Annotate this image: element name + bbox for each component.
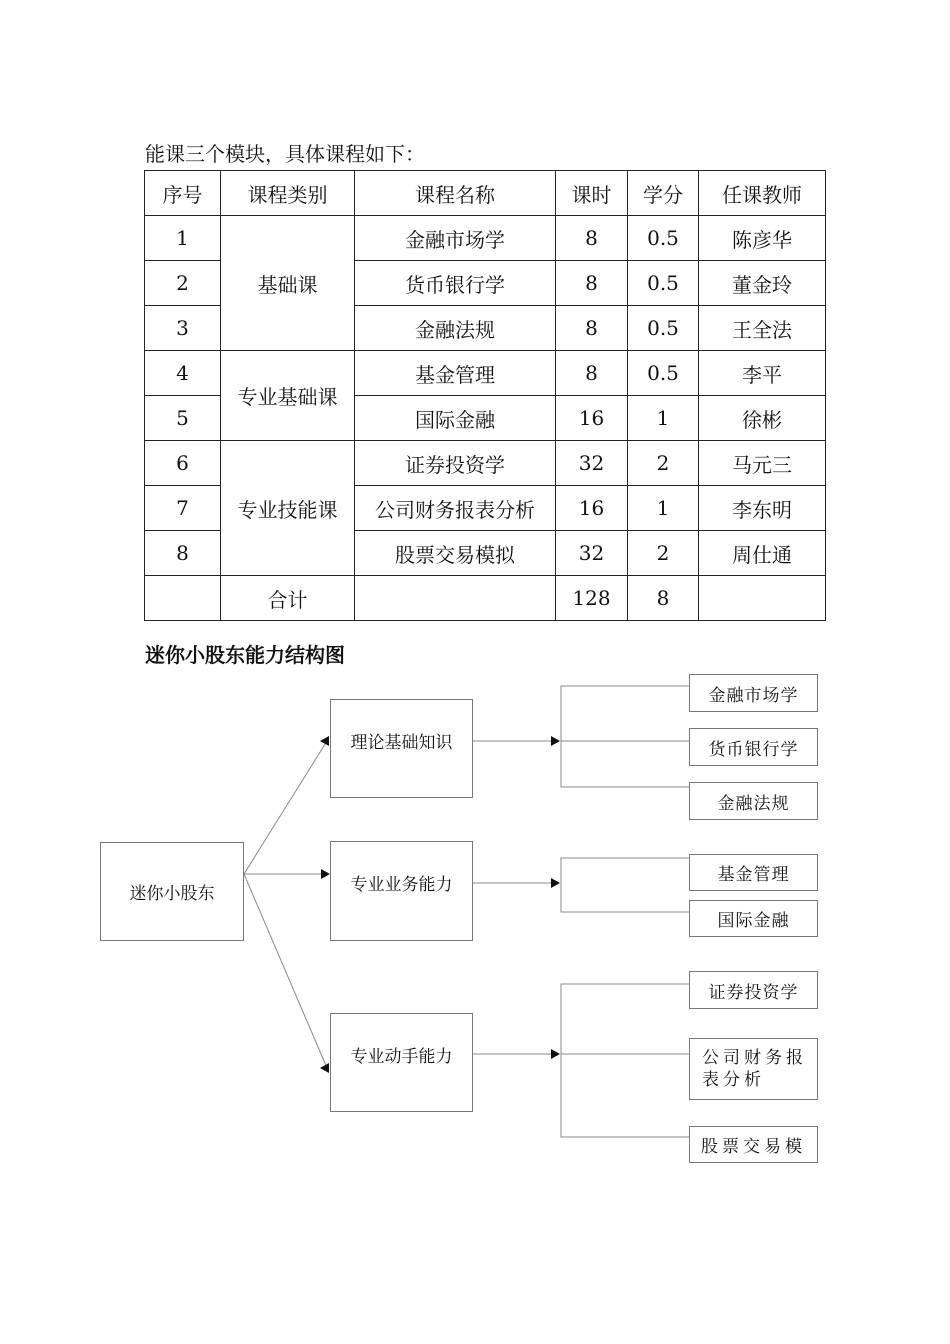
cell-credit: 0.5 [628, 216, 699, 261]
cell-category: 专业基础课 [221, 351, 355, 441]
cell-category: 专业技能课 [221, 441, 355, 576]
cell-course-name: 货币银行学 [355, 261, 556, 306]
cell-course-name: 基金管理 [355, 351, 556, 396]
cell-total-hours: 128 [556, 576, 628, 621]
cell-credit: 1 [628, 396, 699, 441]
cell-teacher: 李东明 [699, 486, 826, 531]
leaf-node [689, 971, 818, 1009]
root-node-label: 迷你小股东 [129, 884, 215, 904]
cell-course-name: 国际金融 [355, 396, 556, 441]
root-node [100, 842, 244, 941]
diagram-title: 迷你小股东能力结构图 [145, 643, 345, 667]
cell-credit: 1 [628, 486, 699, 531]
leaf-node-label: 金融法规 [717, 793, 790, 814]
cell-teacher: 董金玲 [699, 261, 826, 306]
header-cell: 序号 [145, 171, 221, 216]
cell-no: 7 [145, 486, 221, 531]
connector-line [244, 741, 327, 874]
cell-hours: 32 [556, 531, 628, 576]
leaf-node-label: 国际金融 [717, 911, 790, 931]
cell-no: 6 [145, 441, 221, 486]
leaf-node-label: 基金管理 [717, 865, 790, 885]
intro-text: 能课三个模块，具体课程如下： [145, 142, 425, 166]
header-cell: 课程名称 [355, 171, 556, 216]
cell-hours: 32 [556, 441, 628, 486]
cell-total-label: 合计 [221, 576, 355, 621]
branch-node-label: 专业业务能力 [350, 875, 453, 895]
cell-credit: 0.5 [628, 351, 699, 396]
leaf-node [689, 854, 818, 891]
leaf-node-label: 股票交易模 [701, 1137, 806, 1157]
leaf-node [689, 1126, 818, 1163]
leaf-node-label: 证券投资学 [708, 982, 799, 1003]
cell-course-name: 金融市场学 [355, 216, 556, 261]
header-cell: 课程类别 [221, 171, 355, 216]
header-cell: 学分 [628, 171, 699, 216]
header-cell: 任课教师 [699, 171, 826, 216]
cell-teacher: 李平 [699, 351, 826, 396]
cell-no: 1 [145, 216, 221, 261]
cell-credit: 0.5 [628, 306, 699, 351]
bracket-line [561, 984, 689, 1137]
cell-no: 3 [145, 306, 221, 351]
bracket-line [561, 686, 689, 787]
cell-credit: 2 [628, 441, 699, 486]
cell-teacher: 周仕通 [699, 531, 826, 576]
cell-hours: 16 [556, 486, 628, 531]
cell-category: 基础课 [221, 216, 355, 351]
cell-course-name: 金融法规 [355, 306, 556, 351]
leaf-node [689, 1038, 818, 1100]
cell-no: 4 [145, 351, 221, 396]
arrowhead-icon [551, 878, 560, 888]
branch-node-business [330, 841, 473, 941]
arrowhead-icon [321, 869, 330, 879]
cell-no: 8 [145, 531, 221, 576]
leaf-node [689, 782, 818, 820]
cell-no: 2 [145, 261, 221, 306]
branch-node-label: 专业动手能力 [350, 1047, 453, 1067]
cell-course-name: 公司财务报表分析 [355, 486, 556, 531]
branch-node-practice [330, 1013, 473, 1112]
cell-no: 5 [145, 396, 221, 441]
branch-node-theory [330, 699, 473, 798]
cell-course-name: 股票交易模拟 [355, 531, 556, 576]
leaf-node [689, 900, 818, 937]
cell-teacher: 陈彦华 [699, 216, 826, 261]
cell-hours: 8 [556, 306, 628, 351]
leaf-node-label: 公司财务报表分析 [702, 1048, 807, 1090]
cell-course-name: 证券投资学 [355, 441, 556, 486]
arrowhead-icon [320, 1063, 329, 1073]
branch-node-label: 理论基础知识 [350, 733, 453, 753]
leaf-node [689, 728, 818, 766]
connector-line [244, 874, 327, 1068]
leaf-node-label: 货币银行学 [708, 739, 799, 760]
leaf-node-label: 金融市场学 [708, 685, 799, 706]
cell-teacher: 徐彬 [699, 396, 826, 441]
cell-total-credit: 8 [628, 576, 699, 621]
arrowhead-icon [551, 736, 560, 746]
cell-hours: 8 [556, 351, 628, 396]
cell-hours: 8 [556, 261, 628, 306]
cell-hours: 8 [556, 216, 628, 261]
bracket-line [561, 858, 689, 912]
cell-credit: 0.5 [628, 261, 699, 306]
leaf-node [689, 674, 818, 712]
cell-credit: 2 [628, 531, 699, 576]
cell-teacher: 马元三 [699, 441, 826, 486]
header-cell: 课时 [556, 171, 628, 216]
arrowhead-icon [551, 1049, 560, 1059]
cell-teacher: 王全法 [699, 306, 826, 351]
cell-hours: 16 [556, 396, 628, 441]
